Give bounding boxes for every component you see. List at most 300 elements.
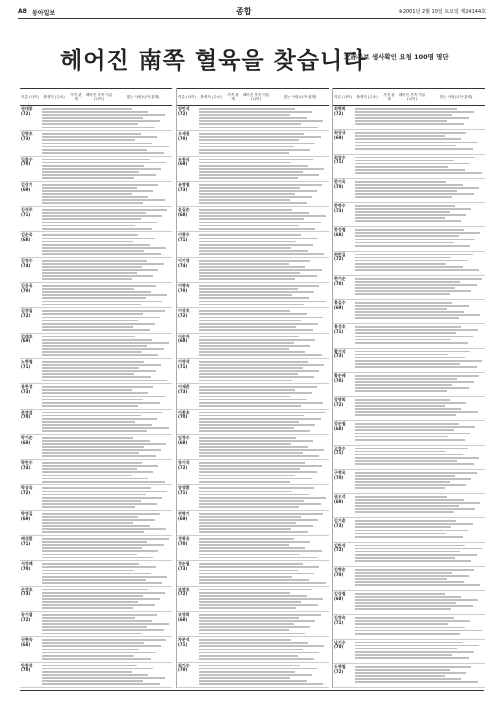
text-line <box>42 446 144 448</box>
text-line <box>199 171 303 173</box>
entry-details <box>352 592 485 614</box>
person-name: 박상옥(72) <box>21 485 33 496</box>
entry-details <box>196 259 329 282</box>
person-name: 한기옥(70) <box>334 178 346 189</box>
text-line <box>42 468 137 470</box>
text-line <box>355 423 459 425</box>
entry-details <box>352 471 485 493</box>
entry-details <box>196 486 329 509</box>
text-line <box>42 399 143 401</box>
text-line <box>355 526 451 528</box>
text-line <box>355 351 470 353</box>
text-line <box>355 160 454 162</box>
text-line <box>199 301 326 303</box>
page-number: A8 <box>18 8 27 15</box>
header-relation: 가족 관계 <box>383 92 395 101</box>
text-line <box>199 462 305 464</box>
text-line <box>199 547 305 549</box>
text-line <box>42 196 148 198</box>
entry-details <box>39 335 172 358</box>
text-line <box>355 402 466 404</box>
text-line <box>355 572 452 574</box>
text-line <box>42 491 167 493</box>
text-line <box>199 570 298 572</box>
entry-details <box>352 495 485 517</box>
person-name: 한명수(73) <box>334 203 346 213</box>
text-line <box>199 117 307 119</box>
text-line <box>355 411 478 413</box>
text-line <box>199 336 299 338</box>
person-name: 김태호(69) <box>21 333 33 344</box>
person-name: 이광수(71) <box>178 232 190 243</box>
list-item <box>20 334 172 359</box>
text-line <box>355 314 480 316</box>
text-line <box>199 396 290 398</box>
text-line <box>42 376 151 378</box>
text-line <box>199 354 322 356</box>
person-name: 임정수(68) <box>178 434 190 445</box>
text-line <box>199 481 290 483</box>
header-relation: 가족 관계 <box>70 92 82 101</box>
list-item <box>333 446 485 470</box>
text-line <box>42 550 158 552</box>
text-line <box>42 566 156 568</box>
text-line <box>42 598 160 600</box>
text-line <box>199 402 323 404</box>
text-line <box>199 269 322 271</box>
text-line <box>42 471 153 473</box>
text-line <box>199 114 290 116</box>
text-line <box>199 443 291 445</box>
text-line <box>355 163 470 165</box>
text-line <box>42 604 155 606</box>
text-line <box>42 506 135 508</box>
text-line <box>355 608 451 610</box>
text-line <box>42 427 169 429</box>
text-line <box>355 530 468 532</box>
text-line <box>199 218 304 220</box>
text-line <box>199 405 301 407</box>
text-line <box>42 202 143 204</box>
text-line <box>42 117 143 119</box>
text-line <box>199 639 291 641</box>
text-line <box>355 214 466 216</box>
text-line <box>42 538 169 540</box>
list-item <box>177 561 329 586</box>
person-name: 오세권(70) <box>178 131 190 142</box>
list-item <box>333 106 485 130</box>
text-line <box>355 239 475 241</box>
entry-details <box>352 641 485 663</box>
text-line <box>42 655 134 657</box>
text-line <box>42 228 152 230</box>
list-item <box>333 615 485 639</box>
text-line <box>355 596 461 598</box>
text-line <box>199 376 314 378</box>
text-line <box>199 604 318 606</box>
person-name: 양만석(72) <box>178 106 190 116</box>
entry-details <box>196 664 329 687</box>
text-line <box>42 108 132 110</box>
text-line <box>355 484 466 486</box>
text-line <box>42 503 157 505</box>
text-line <box>355 642 463 644</box>
text-line <box>42 238 155 240</box>
text-line <box>199 497 326 499</box>
text-line <box>199 528 291 530</box>
list-item <box>333 470 485 494</box>
text-line <box>199 174 319 176</box>
text-line <box>355 317 459 319</box>
text-line <box>42 418 157 420</box>
text-line <box>199 326 296 328</box>
list-item <box>333 252 485 276</box>
text-line <box>355 157 475 159</box>
person-name: 최영수(71) <box>334 154 346 165</box>
person-name: 김병순(70) <box>334 566 346 577</box>
text-line <box>355 308 447 310</box>
text-line <box>355 193 474 195</box>
header-relation: 가족 관계 <box>227 92 239 101</box>
text-line <box>355 593 445 595</box>
list-item <box>20 157 172 182</box>
person-name: 정광옥(70) <box>178 536 190 546</box>
person-name: 송기열(72) <box>21 611 33 622</box>
text-line <box>355 548 482 550</box>
text-line <box>355 305 469 307</box>
person-name: 김명호(73) <box>21 131 33 142</box>
list-item <box>177 157 329 182</box>
text-line <box>355 651 474 653</box>
entry-details <box>352 277 485 299</box>
text-line <box>42 247 166 249</box>
text-line <box>199 196 312 198</box>
text-line <box>42 396 165 398</box>
list-item <box>20 587 172 612</box>
person-name: 이재춘(73) <box>178 384 190 395</box>
text-line <box>42 304 141 306</box>
person-name: 고영수(71) <box>334 445 346 456</box>
text-line <box>355 326 461 328</box>
entry-details <box>352 519 485 541</box>
text-line <box>199 184 322 186</box>
person-name: 손정호(73) <box>21 586 33 597</box>
text-line <box>42 184 158 186</box>
entry-details <box>196 360 329 383</box>
text-line <box>355 148 473 150</box>
text-line <box>42 582 162 584</box>
text-line <box>42 241 133 243</box>
text-line <box>355 557 455 559</box>
text-line <box>355 217 445 219</box>
text-line <box>42 449 161 451</box>
text-line <box>355 132 466 134</box>
entry-details <box>39 208 172 231</box>
text-line <box>42 481 165 483</box>
text-line <box>199 304 304 306</box>
text-line <box>199 136 321 138</box>
text-line <box>355 569 474 571</box>
text-line <box>355 545 465 547</box>
text-line <box>42 531 144 533</box>
text-line <box>355 311 464 313</box>
entry-details <box>352 180 485 202</box>
text-line <box>42 336 135 338</box>
text-line <box>199 544 289 546</box>
text-line <box>42 146 169 148</box>
text-line <box>199 263 289 265</box>
person-name: 안종석(70) <box>21 662 33 673</box>
text-line <box>42 392 148 394</box>
person-name: 강순철(68) <box>334 421 346 432</box>
text-line <box>42 250 144 252</box>
list-item <box>20 435 172 460</box>
text-line <box>42 323 155 325</box>
text-line <box>199 149 310 151</box>
text-line <box>355 145 456 147</box>
list-item <box>20 232 172 257</box>
person-name: 유병철(73) <box>178 181 190 192</box>
text-line <box>355 332 456 334</box>
text-line <box>355 454 463 456</box>
column-header <box>333 88 485 106</box>
entry-details <box>352 544 485 566</box>
text-line <box>199 424 315 426</box>
text-line <box>42 320 138 322</box>
text-line <box>199 392 312 394</box>
person-name: 이상호(72) <box>178 308 190 319</box>
text-line <box>42 629 164 631</box>
text-line <box>42 642 144 644</box>
entry-details <box>196 132 329 155</box>
text-line <box>199 143 315 145</box>
text-line <box>199 152 289 154</box>
text-line <box>199 238 318 240</box>
text-line <box>355 363 460 365</box>
text-line <box>42 424 152 426</box>
text-line <box>199 582 326 584</box>
text-line <box>199 503 321 505</box>
text-line <box>42 111 148 113</box>
list-item <box>20 359 172 384</box>
text-line <box>355 329 478 331</box>
text-line <box>42 348 164 350</box>
text-line <box>355 536 463 538</box>
text-line <box>42 380 167 382</box>
text-line <box>355 633 460 635</box>
text-line <box>42 275 153 277</box>
text-line <box>355 457 479 459</box>
text-line <box>42 674 148 676</box>
text-line <box>199 649 303 651</box>
person-name: 박만수(74) <box>21 460 33 470</box>
entry-details <box>352 616 485 638</box>
list-item <box>333 349 485 373</box>
text-line <box>199 253 324 255</box>
person-name: 장영환(71) <box>178 485 190 496</box>
entry-details <box>196 411 329 434</box>
list-item <box>177 637 329 662</box>
text-line <box>199 601 301 603</box>
entry-details <box>196 537 329 560</box>
text-line <box>355 245 470 247</box>
person-name: 남기수(70) <box>334 639 346 650</box>
list-item <box>20 561 172 586</box>
text-line <box>355 508 475 510</box>
list-item <box>333 518 485 542</box>
text-line <box>199 288 298 290</box>
list-item <box>333 155 485 179</box>
text-line <box>199 278 295 280</box>
person-name: 허만길(72) <box>334 251 346 262</box>
text-line <box>355 433 470 435</box>
text-line <box>199 471 317 473</box>
text-line <box>199 538 294 540</box>
text-line <box>42 329 150 331</box>
text-line <box>199 313 307 315</box>
text-line <box>355 169 465 171</box>
text-line <box>355 657 469 659</box>
list-item <box>177 410 329 435</box>
text-line <box>199 421 299 423</box>
text-line <box>199 629 289 631</box>
list-item <box>333 179 485 203</box>
person-name: 김영수(74) <box>21 257 33 268</box>
entry-details <box>196 436 329 459</box>
text-line <box>355 499 464 501</box>
entry-details <box>196 461 329 484</box>
list-item <box>177 587 329 612</box>
text-line <box>42 645 161 647</box>
text-line <box>42 462 142 464</box>
text-line <box>199 427 294 429</box>
text-line <box>42 623 169 625</box>
person-name: 김봉수(70) <box>21 156 33 167</box>
entry-details <box>196 233 329 256</box>
text-line <box>355 578 447 580</box>
text-line <box>42 614 157 616</box>
date-line: ※2001년 2월 10일 토요일 제24144호 <box>398 9 486 15</box>
text-line <box>355 429 454 431</box>
text-line <box>199 266 305 268</box>
person-name: 최기수(70) <box>178 662 190 673</box>
text-line <box>199 642 308 644</box>
text-line <box>199 658 314 660</box>
person-name: 조영희(68) <box>178 611 190 622</box>
person-name: 차문석(71) <box>178 637 190 648</box>
list-item <box>333 421 485 445</box>
text-line <box>42 525 150 527</box>
list-item <box>20 460 172 485</box>
text-line <box>355 448 468 450</box>
text-line <box>355 342 468 344</box>
entry-details <box>196 183 329 206</box>
text-line <box>199 455 319 457</box>
text-line <box>199 607 296 609</box>
text-line <box>199 487 314 489</box>
text-line <box>355 511 454 513</box>
entry-details <box>196 284 329 307</box>
list-item <box>20 410 172 435</box>
text-line <box>355 172 482 174</box>
header-name: 이름 (나이) <box>178 94 196 99</box>
list-item <box>177 384 329 409</box>
text-line <box>199 317 323 319</box>
list-item <box>20 384 172 409</box>
text-line <box>199 452 303 454</box>
list-item <box>177 435 329 460</box>
text-line <box>355 487 445 489</box>
list-item <box>177 258 329 283</box>
text-line <box>355 669 450 671</box>
text-line <box>42 386 153 388</box>
text-line <box>355 220 461 222</box>
text-line <box>355 505 459 507</box>
text-line <box>355 451 446 453</box>
header-birthplace: 출생지 (주소) <box>43 94 65 99</box>
text-line <box>42 389 132 391</box>
text-line <box>355 502 480 504</box>
text-line <box>199 525 313 527</box>
text-line <box>42 639 166 641</box>
text-line <box>199 165 308 167</box>
text-line <box>42 579 146 581</box>
text-line <box>199 222 321 224</box>
text-line <box>199 348 289 350</box>
text-line <box>199 323 318 325</box>
subheadline: 北赤통보 생사확인 요청 100명 명단 <box>344 53 449 61</box>
text-line <box>199 652 319 654</box>
text-line <box>42 165 144 167</box>
text-line <box>199 159 313 161</box>
text-line <box>42 658 151 660</box>
text-line <box>199 415 304 417</box>
entry-details <box>39 385 172 408</box>
text-line <box>355 645 479 647</box>
list-item <box>20 663 172 688</box>
list-item <box>177 283 329 308</box>
list-column-1 <box>20 88 172 688</box>
text-line <box>42 557 153 559</box>
entry-details <box>196 512 329 535</box>
text-line <box>199 380 292 382</box>
text-line <box>355 184 463 186</box>
text-line <box>42 225 135 227</box>
text-line <box>199 209 292 211</box>
text-line <box>199 373 298 375</box>
text-line <box>42 272 137 274</box>
person-name: 한성철(68) <box>334 227 346 238</box>
list-item <box>177 460 329 485</box>
entry-details <box>352 665 485 687</box>
text-line <box>355 408 461 410</box>
text-line <box>199 168 324 170</box>
entry-details <box>352 156 485 178</box>
person-name: 황기석(73) <box>334 348 346 359</box>
text-line <box>42 677 165 679</box>
text-line <box>355 336 473 338</box>
text-line <box>42 310 165 312</box>
text-line <box>355 211 450 213</box>
list-item <box>333 567 485 591</box>
text-line <box>199 139 299 141</box>
header-name: 이름 (나이) <box>21 94 39 99</box>
text-line <box>199 440 313 442</box>
list-item <box>177 663 329 688</box>
text-line <box>199 272 300 274</box>
person-name: 강명희(72) <box>334 397 346 407</box>
header-family: 헤어진 가족 이름 (나이) <box>242 92 270 101</box>
